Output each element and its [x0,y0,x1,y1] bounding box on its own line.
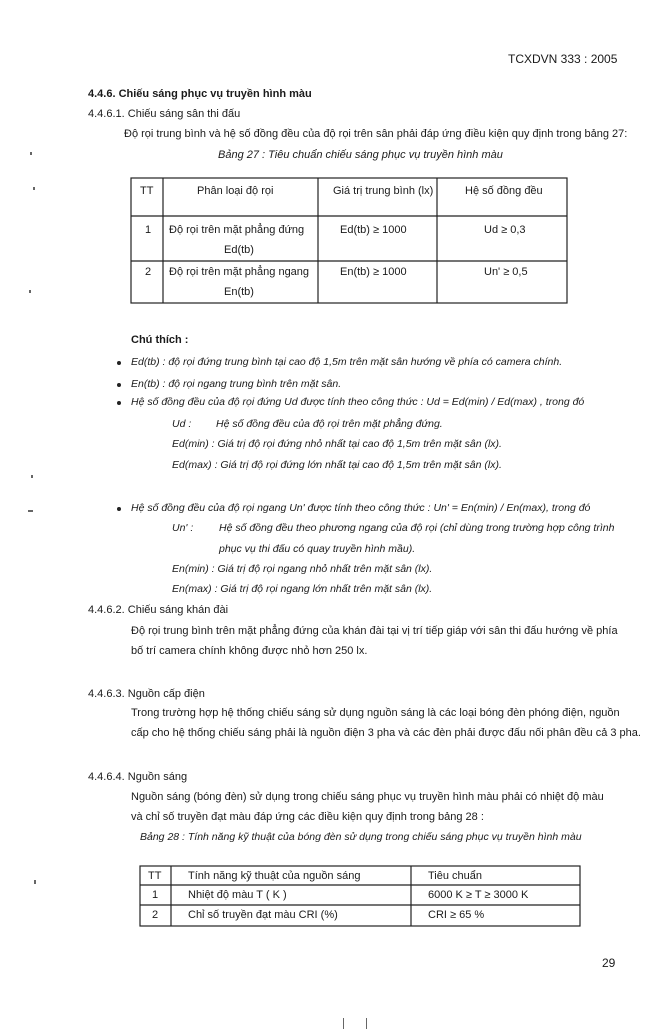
subsection-text-3b: cấp cho hệ thống chiếu sáng phải là nguồn điện 3 pha và các đèn phải được đấu nối phân đều cả 3 pha. [131,727,641,739]
table-27-row1-avg: Ed(tb) ≥ 1000 [340,224,407,236]
table-27-header-avg: Giá trị trung bình (lx) [333,185,434,197]
subsection-title-2: 4.4.6.2. Chiếu sáng khán đài [88,604,229,616]
note-un-text-1: Hệ số đồng đều theo phương ngang của độ rọi (chỉ dùng trong trường hợp công trình [219,522,615,534]
table-27-row1-type: Độ rọi trên mặt phẳng đứng [169,224,305,236]
table-27-header-type: Phân loại độ rọi [197,185,274,197]
note-ud-formula: Hệ số đồng đều của độ rọi đứng Ud được tính theo công thức : Ud = Ed(min) / Ed(max) , trong đó [131,396,585,408]
section-heading: 4.4.6. Chiếu sáng phục vụ truyền hình màu [88,88,312,100]
standard-code: TCXDVN 333 : 2005 [508,52,618,66]
scan-speck [31,475,33,478]
notes-title: Chú thích : [131,334,189,346]
table-28-header-feature: Tính năng kỹ thuật của nguồn sáng [188,870,361,882]
subsection-text-4a: Nguồn sáng (bóng đèn) sử dụng trong chiếu sáng phục vụ truyền hình màu phải có nhiệt độ màu [131,791,604,803]
table-28-row1-standard: 6000 K ≥ T ≥ 3000 K [428,889,529,901]
bullet-icon [117,361,121,365]
scan-speck [28,510,33,512]
table-27-row1-tt: 1 [145,224,152,236]
note-ud-label: Ud : [172,418,192,430]
table-27-row2-type: Độ rọi trên mặt phẳng ngang [169,266,310,278]
scan-speck [30,152,32,155]
subsection-text-2b: bố trí camera chính không được nhỏ hơn 250 lx. [131,645,368,657]
subsection-title-1: 4.4.6.1. Chiếu sáng sân thi đấu [88,108,241,120]
subsection-title-4: 4.4.6.4. Nguồn sáng [88,771,188,783]
table-28-row1-feature: Nhiệt độ màu T ( K ) [188,889,287,901]
table-27-row2-tt: 2 [145,266,152,278]
table-27-header-tt: TT [140,185,154,197]
subsection-intro-1: Độ rọi trung bình và hệ số đồng đều của độ rọi trên sân phải đáp ứng điều kiện quy định trong bảng 27: [124,128,628,140]
scan-speck [29,290,31,293]
bullet-icon [117,507,121,511]
scan-speck [343,1018,344,1029]
note-en-min: En(min) : Giá trị độ rọi ngang nhỏ nhất trên mặt sân (lx). [172,563,433,575]
note-ud-text: Hệ số đồng đều của độ rọi trên mặt phẳng đứng. [216,418,443,430]
bullet-icon [117,383,121,387]
table-28-header-tt: TT [148,870,162,882]
note-ed-min: Ed(min) : Giá trị độ rọi đứng nhỏ nhất tại cao độ 1,5m trên mặt sân (lx). [172,438,502,450]
note-un-formula: Hệ số đồng đều của độ rọi ngang Un' được tính theo công thức : Un' = En(min) / En(max), trong đó [131,502,591,514]
table-27-header-coef: Hệ số đồng đều [465,185,543,197]
bullet-icon [117,401,121,405]
note-en-max: En(max) : Giá trị độ rọi ngang lớn nhất trên mặt sân (lx). [172,583,433,595]
note-ed-tb: Ed(tb) : độ rọi đứng trung bình tại cao độ 1,5m trên mặt sân hướng về phía có camera chính. [131,356,563,368]
note-un-label: Un' : [172,522,194,534]
subsection-text-4b: và chỉ số truyền đạt màu đáp ứng các điều kiện quy định trong bảng 28 : [131,811,484,823]
table-27-row2-avg: En(tb) ≥ 1000 [340,266,407,278]
table-27-row2-coef: Un' ≥ 0,5 [484,266,528,278]
subsection-text-2a: Độ rọi trung bình trên mặt phẳng đứng của khán đài tại vị trí tiếp giáp với sân thi đấu hướng về phía [131,625,618,637]
table-28-row2-feature: Chỉ số truyền đạt màu CRI (%) [188,909,338,921]
scan-speck [34,880,36,884]
table-27-row2-type-symbol: En(tb) [224,286,254,298]
scan-speck [33,187,35,190]
table-27-caption: Bảng 27 : Tiêu chuẩn chiếu sáng phục vụ truyền hình màu [218,149,503,161]
scan-speck [366,1018,367,1029]
table-28-row2-standard: CRI ≥ 65 % [428,909,485,921]
subsection-title-3: 4.4.6.3. Nguồn cấp điện [88,688,205,700]
table-28-caption: Bảng 28 : Tính năng kỹ thuật của bóng đèn sử dụng trong chiếu sáng phục vụ truyền hình màu [140,831,582,843]
table-28-row1-tt: 1 [152,889,159,901]
note-un-text-2: phục vụ thi đấu có quay truyền hình mầu). [219,543,416,555]
subsection-text-3a: Trong trường hợp hệ thống chiếu sáng sử dụng nguồn sáng là các loại bóng đèn phóng điện, nguồn [131,707,620,719]
table-28-row2-tt: 2 [152,909,159,921]
note-en-tb: En(tb) : độ rọi ngang trung bình trên mặt sân. [131,378,342,390]
note-ed-max: Ed(max) : Giá trị độ rọi đứng lớn nhất tại cao độ 1,5m trên mặt sân (lx). [172,459,502,471]
table-27-row1-type-symbol: Ed(tb) [224,244,254,256]
table-28-header-standard: Tiêu chuẩn [428,870,483,882]
table-27-row1-coef: Ud ≥ 0,3 [484,224,526,236]
page-number: 29 [602,956,616,970]
